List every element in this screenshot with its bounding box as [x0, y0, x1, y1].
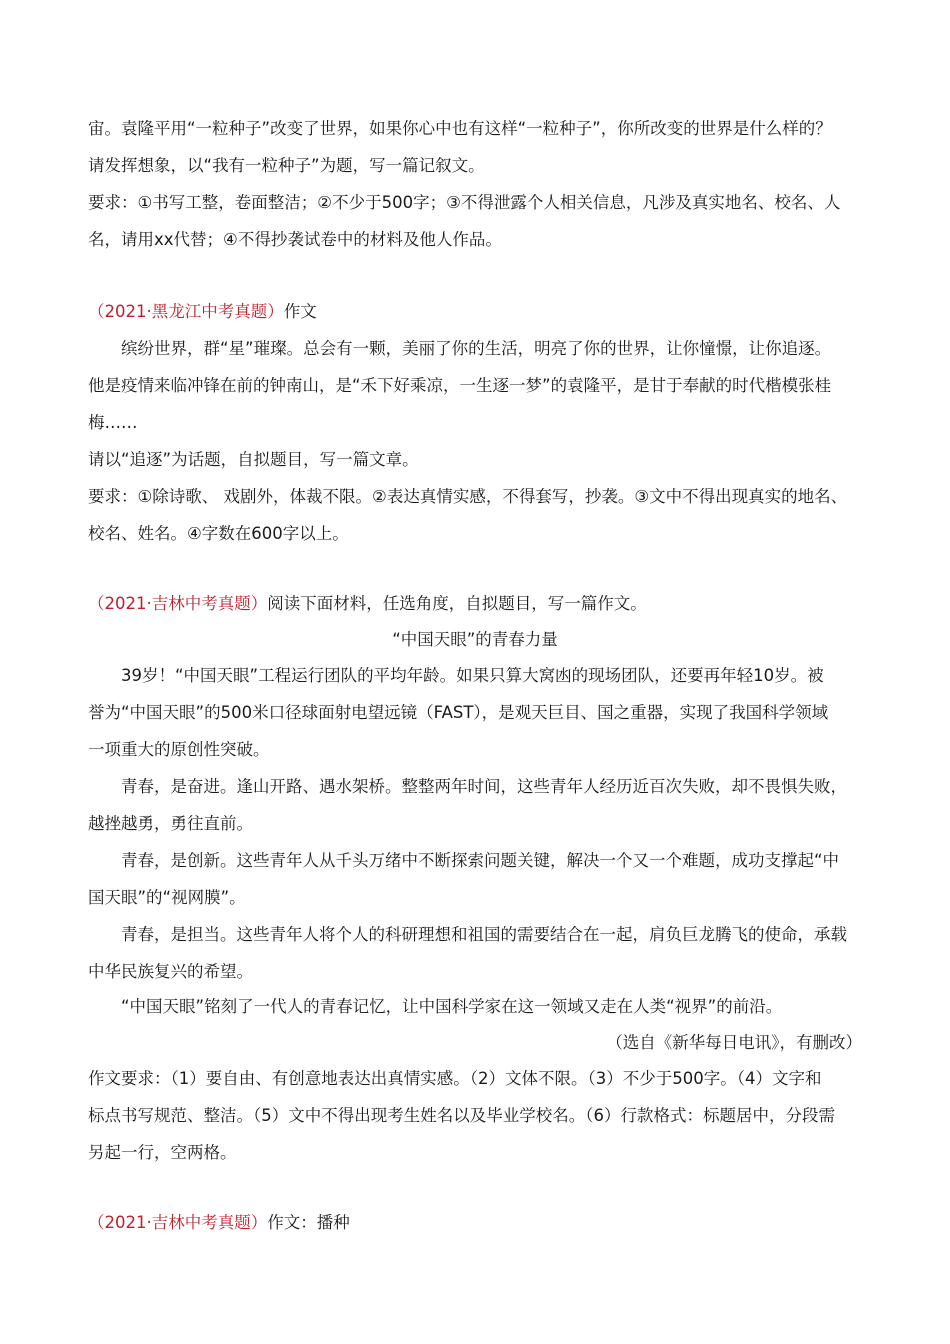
paragraph-line: “中国天眼”铭刻了一代人的青春记忆，让中国科学家在这一领域又走在人类“视界”的前沿。	[121, 997, 783, 1016]
paragraph-line: 青春，是奋进。逢山开路、遇水架桥。整整两年时间，这些青年人经历近百次失败，却不畏惧失败，	[121, 777, 847, 796]
requirement-line: 要求：①除诗歌、 戏剧外，体裁不限。②表达真情实感，不得套写，抄袭。③文中不得出现真实的地名、	[88, 487, 848, 506]
paragraph-line: 梅……	[88, 413, 138, 432]
requirement-line: 名，请用xx代替；④不得抄袭试卷中的材料及他人作品。	[88, 230, 502, 249]
paragraph-line: 越挫越勇，勇往直前。	[88, 814, 253, 833]
paragraph-line: 缤纷世界，群“星”璀璨。总会有一颗，美丽了你的生活，明亮了你的世界，让你憧憬，让你追逐。	[121, 339, 832, 358]
paragraph-line: 中华民族复兴的希望。	[88, 962, 253, 981]
question-source: （2021·吉林中考真题）	[88, 594, 268, 613]
question-header	[88, 1212, 350, 1234]
paragraph-line: 他是疫情来临冲锋在前的钟南山，是“禾下好乘凉，一生逐一梦”的袁隆平，是甘于奉献的时代楷模张桂	[88, 376, 832, 395]
prompt-line: 请以“追逐”为话题，自拟题目，写一篇文章。	[88, 450, 419, 469]
paragraph-line: 39岁！“中国天眼”工程运行团队的平均年龄。如果只算大窝凼的现场团队，还要再年轻10岁。被	[121, 666, 824, 685]
question-header	[88, 301, 317, 323]
paragraph-line: 国天眼”的“视网膜”。	[88, 888, 246, 907]
requirement-line: 要求：①书写工整，卷面整洁；②不少于500字；③不得泄露个人相关信息，凡涉及真实地名、校名、人	[88, 193, 841, 212]
requirement-line: 校名、姓名。④字数在600字以上。	[88, 524, 349, 543]
question-source: （2021·吉林中考真题）	[88, 1213, 268, 1232]
requirement-line: 另起一行，空两格。	[88, 1143, 237, 1162]
paragraph-line: 青春，是创新。这些青年人从千头万绪中不断探索问题关键，解决一个又一个难题，成功支撑起“中	[121, 851, 840, 870]
paragraph-line: 宙。袁隆平用“一粒种子”改变了世界，如果你心中也有这样“一粒种子”，你所改变的世界是什么样的？	[88, 119, 832, 138]
material-title: “中国天眼”的青春力量	[392, 630, 558, 649]
paragraph-line: 一项重大的原创性突破。	[88, 740, 270, 759]
material-citation: （选自《新华每日电讯》，有删改）	[606, 1033, 862, 1052]
question-header	[88, 593, 647, 615]
question-heading: 阅读下面材料，任选角度，自拟题目，写一篇作文。	[267, 594, 647, 613]
paragraph-line: 请发挥想象，以“我有一粒种子”为题，写一篇记叙文。	[88, 156, 485, 175]
paragraph-line: 誉为“中国天眼”的500米口径球面射电望远镜（FAST），是观天巨目、国之重器，实现了我国科学领域	[88, 703, 829, 722]
paragraph-line: 青春，是担当。这些青年人将个人的科研理想和祖国的需要结合在一起，肩负巨龙腾飞的使命，承载	[121, 925, 847, 944]
question-heading: 作文	[283, 302, 317, 321]
requirement-line: 作文要求：（1）要自由、有创意地表达出真情实感。（2）文体不限。（3）不少于500字。（4）文字和	[88, 1069, 822, 1088]
question-source: （2021·黑龙江中考真题）	[88, 302, 284, 321]
question-heading: 作文：播种	[267, 1213, 350, 1232]
requirement-line: 标点书写规范、整洁。（5）文中不得出现考生姓名以及毕业学校名。（6）行款格式：标题居中，分段需	[88, 1106, 835, 1125]
